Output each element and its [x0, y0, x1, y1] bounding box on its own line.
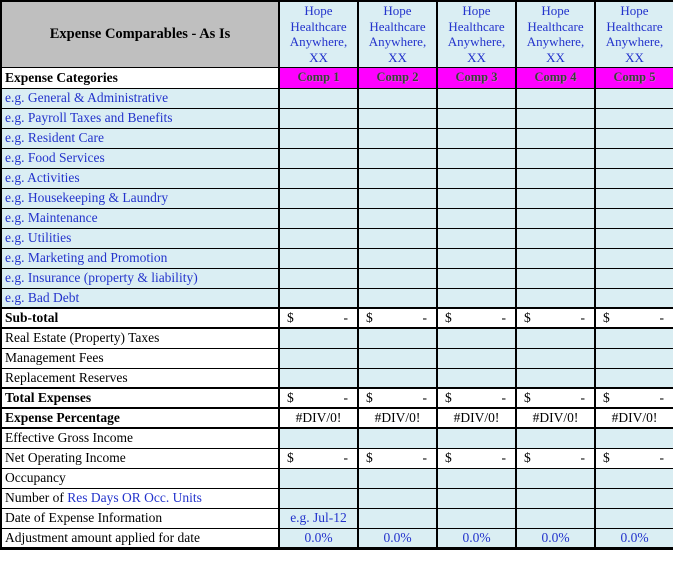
- row-label: Total Expenses: [1, 388, 279, 408]
- currency-symbol: $: [366, 450, 373, 465]
- accounting-dash: -: [422, 450, 427, 465]
- accounting-dash: -: [659, 310, 664, 325]
- data-cell[interactable]: [279, 388, 358, 408]
- data-cell[interactable]: [358, 108, 437, 128]
- row-label-part: Number of: [5, 490, 68, 505]
- data-cell[interactable]: [279, 88, 358, 108]
- row-label: e.g. Maintenance: [1, 208, 279, 228]
- currency-symbol: $: [287, 450, 294, 465]
- data-cell[interactable]: [437, 508, 516, 528]
- data-cell[interactable]: [279, 288, 358, 308]
- comp-header-cell: Comp 2: [358, 67, 437, 88]
- div0-error-cell[interactable]: #DIV/0!: [595, 408, 673, 428]
- currency-symbol: $: [524, 450, 531, 465]
- data-cell[interactable]: [595, 288, 673, 308]
- data-cell[interactable]: [358, 188, 437, 208]
- table-row: [1, 208, 673, 228]
- adjustment-percent-cell[interactable]: 0.0%: [437, 528, 516, 548]
- currency-symbol: $: [603, 310, 610, 325]
- data-cell[interactable]: [516, 248, 595, 268]
- data-cell[interactable]: [595, 208, 673, 228]
- accounting-dash: -: [659, 390, 664, 405]
- data-cell[interactable]: [437, 288, 516, 308]
- property-header-cell: Hope Healthcare Anywhere, XX: [516, 1, 595, 67]
- table-row: [1, 408, 673, 428]
- table-row: [1, 108, 673, 128]
- data-cell[interactable]: [437, 248, 516, 268]
- data-cell[interactable]: [595, 268, 673, 288]
- property-header-cell: Hope Healthcare Anywhere, XX: [595, 1, 673, 67]
- data-cell[interactable]: [437, 488, 516, 508]
- data-cell[interactable]: [595, 148, 673, 168]
- row-label: e.g. Bad Debt: [1, 288, 279, 308]
- property-header-cell: Hope Healthcare Anywhere, XX: [358, 1, 437, 67]
- data-cell[interactable]: [358, 308, 437, 328]
- row-label: Sub-total: [1, 308, 279, 328]
- accounting-dash: -: [422, 390, 427, 405]
- data-cell[interactable]: [595, 168, 673, 188]
- row-label: [1, 488, 279, 508]
- data-cell[interactable]: [437, 148, 516, 168]
- data-cell[interactable]: [516, 148, 595, 168]
- row-label: Expense Percentage: [1, 408, 279, 428]
- data-cell[interactable]: [437, 188, 516, 208]
- table-row: [1, 228, 673, 248]
- table-row: [1, 488, 673, 508]
- data-cell[interactable]: [595, 188, 673, 208]
- data-cell[interactable]: [516, 508, 595, 528]
- table-row: [1, 148, 673, 168]
- data-cell[interactable]: [437, 328, 516, 348]
- data-cell[interactable]: [437, 388, 516, 408]
- data-cell[interactable]: [516, 428, 595, 448]
- data-cell[interactable]: [358, 388, 437, 408]
- data-cell[interactable]: [437, 368, 516, 388]
- table-row: [1, 508, 673, 528]
- data-cell[interactable]: [437, 448, 516, 468]
- data-cell[interactable]: [358, 468, 437, 488]
- accounting-dash: -: [501, 450, 506, 465]
- data-cell[interactable]: [516, 188, 595, 208]
- row-label: e.g. Housekeeping & Laundry: [1, 188, 279, 208]
- row-label: Date of Expense Information: [1, 508, 279, 528]
- row-label: Real Estate (Property) Taxes: [1, 328, 279, 348]
- comp-header-cell: Comp 3: [437, 67, 516, 88]
- data-cell[interactable]: [595, 228, 673, 248]
- table-row: [1, 288, 673, 308]
- data-cell[interactable]: [516, 128, 595, 148]
- data-cell[interactable]: [437, 128, 516, 148]
- data-cell[interactable]: [595, 388, 673, 408]
- table-row: [1, 528, 673, 548]
- data-cell[interactable]: [358, 488, 437, 508]
- data-cell[interactable]: [516, 468, 595, 488]
- currency-symbol: $: [445, 310, 452, 325]
- table-row: [1, 428, 673, 448]
- div0-error-cell[interactable]: #DIV/0!: [358, 408, 437, 428]
- row-label: Effective Gross Income: [1, 428, 279, 448]
- table-row: [1, 388, 673, 408]
- data-cell[interactable]: [595, 448, 673, 468]
- table-row: [1, 168, 673, 188]
- comp-header-cell: Comp 5: [595, 67, 673, 88]
- row-label: e.g. Activities: [1, 168, 279, 188]
- accounting-dash: -: [343, 450, 348, 465]
- div0-error-cell[interactable]: #DIV/0!: [437, 408, 516, 428]
- data-cell[interactable]: [516, 88, 595, 108]
- adjustment-percent-cell[interactable]: 0.0%: [516, 528, 595, 548]
- data-cell[interactable]: [279, 148, 358, 168]
- table-row: [1, 308, 673, 328]
- div0-error-cell[interactable]: #DIV/0!: [516, 408, 595, 428]
- data-cell[interactable]: [516, 328, 595, 348]
- data-cell[interactable]: [516, 228, 595, 248]
- data-cell[interactable]: [358, 348, 437, 368]
- adjustment-percent-cell[interactable]: 0.0%: [358, 528, 437, 548]
- currency-symbol: $: [603, 450, 610, 465]
- data-cell[interactable]: [437, 428, 516, 448]
- currency-symbol: $: [287, 310, 294, 325]
- adjustment-percent-cell[interactable]: 0.0%: [595, 528, 673, 548]
- comp-header-cell: Comp 4: [516, 67, 595, 88]
- data-cell[interactable]: [279, 128, 358, 148]
- accounting-dash: -: [580, 310, 585, 325]
- table-title: Expense Comparables - As Is: [1, 1, 279, 67]
- data-cell[interactable]: [595, 468, 673, 488]
- data-cell[interactable]: [595, 368, 673, 388]
- table-row: [1, 348, 673, 368]
- data-cell[interactable]: [516, 368, 595, 388]
- data-cell[interactable]: [595, 308, 673, 328]
- table-row: [1, 268, 673, 288]
- data-cell[interactable]: [358, 228, 437, 248]
- data-cell[interactable]: [595, 348, 673, 368]
- div0-error-cell[interactable]: #DIV/0!: [279, 408, 358, 428]
- data-cell[interactable]: [279, 168, 358, 188]
- data-cell[interactable]: [279, 428, 358, 448]
- data-cell[interactable]: [358, 368, 437, 388]
- data-cell[interactable]: [516, 108, 595, 128]
- data-cell[interactable]: [516, 488, 595, 508]
- property-header-cell: Hope Healthcare Anywhere, XX: [279, 1, 358, 67]
- row-label: Replacement Reserves: [1, 368, 279, 388]
- data-cell[interactable]: [516, 308, 595, 328]
- currency-symbol: $: [445, 450, 452, 465]
- expense-categories-header: Expense Categories: [1, 67, 279, 88]
- adjustment-percent-cell[interactable]: 0.0%: [279, 528, 358, 548]
- data-cell[interactable]: [516, 388, 595, 408]
- row-label: e.g. Resident Care: [1, 128, 279, 148]
- currency-symbol: $: [366, 390, 373, 405]
- date-example-cell[interactable]: e.g. Jul-12: [279, 508, 358, 528]
- table-row: [1, 128, 673, 148]
- data-cell[interactable]: [358, 168, 437, 188]
- comp-header-cell: Comp 1: [279, 67, 358, 88]
- data-cell[interactable]: [358, 268, 437, 288]
- data-cell[interactable]: [279, 248, 358, 268]
- accounting-dash: -: [501, 310, 506, 325]
- data-cell[interactable]: [358, 288, 437, 308]
- data-cell[interactable]: [595, 428, 673, 448]
- property-header-cell: Hope Healthcare Anywhere, XX: [437, 1, 516, 67]
- data-cell[interactable]: [279, 108, 358, 128]
- data-cell[interactable]: [437, 268, 516, 288]
- accounting-dash: -: [501, 390, 506, 405]
- data-cell[interactable]: [437, 208, 516, 228]
- table-row: [1, 88, 673, 108]
- data-cell[interactable]: [279, 268, 358, 288]
- table-row: [1, 328, 673, 348]
- data-cell[interactable]: [279, 308, 358, 328]
- table-row: [1, 468, 673, 488]
- table-row: [1, 448, 673, 468]
- data-cell[interactable]: [595, 108, 673, 128]
- currency-symbol: $: [524, 310, 531, 325]
- data-cell[interactable]: [516, 268, 595, 288]
- data-cell[interactable]: [516, 448, 595, 468]
- row-label: e.g. Utilities: [1, 228, 279, 248]
- data-cell[interactable]: [437, 88, 516, 108]
- row-label: Management Fees: [1, 348, 279, 368]
- data-cell[interactable]: [358, 208, 437, 228]
- data-cell[interactable]: [516, 208, 595, 228]
- currency-symbol: $: [524, 390, 531, 405]
- accounting-dash: -: [422, 310, 427, 325]
- data-cell[interactable]: [279, 228, 358, 248]
- accounting-dash: -: [343, 390, 348, 405]
- row-label: e.g. Marketing and Promotion: [1, 248, 279, 268]
- row-label: Occupancy: [1, 468, 279, 488]
- data-cell[interactable]: [358, 128, 437, 148]
- table-row: [1, 248, 673, 268]
- row-label: e.g. Insurance (property & liability): [1, 268, 279, 288]
- data-cell[interactable]: [279, 448, 358, 468]
- data-cell[interactable]: [437, 348, 516, 368]
- currency-symbol: $: [287, 390, 294, 405]
- row-label: e.g. Food Services: [1, 148, 279, 168]
- row-label: e.g. General & Administrative: [1, 88, 279, 108]
- data-cell[interactable]: [437, 468, 516, 488]
- currency-symbol: $: [445, 390, 452, 405]
- data-cell[interactable]: [358, 88, 437, 108]
- data-cell[interactable]: [279, 208, 358, 228]
- row-label: Adjustment amount applied for date: [1, 528, 279, 548]
- table-row: [1, 188, 673, 208]
- data-cell[interactable]: [279, 188, 358, 208]
- row-label: Net Operating Income: [1, 448, 279, 468]
- accounting-dash: -: [580, 450, 585, 465]
- data-cell[interactable]: [279, 348, 358, 368]
- data-cell[interactable]: [437, 228, 516, 248]
- data-cell[interactable]: [595, 328, 673, 348]
- data-cell[interactable]: [595, 88, 673, 108]
- data-cell[interactable]: [358, 248, 437, 268]
- row-label-part: Res Days OR Occ. Units: [67, 490, 202, 505]
- data-cell[interactable]: [358, 148, 437, 168]
- row-label: e.g. Payroll Taxes and Benefits: [1, 108, 279, 128]
- data-cell[interactable]: [437, 308, 516, 328]
- data-cell[interactable]: [516, 168, 595, 188]
- data-cell[interactable]: [516, 288, 595, 308]
- data-cell[interactable]: [279, 328, 358, 348]
- data-cell[interactable]: [516, 348, 595, 368]
- data-cell[interactable]: [595, 248, 673, 268]
- data-cell[interactable]: [595, 488, 673, 508]
- data-cell[interactable]: [595, 508, 673, 528]
- currency-symbol: $: [603, 390, 610, 405]
- data-cell[interactable]: [358, 328, 437, 348]
- data-cell[interactable]: [595, 128, 673, 148]
- data-cell[interactable]: [279, 368, 358, 388]
- categories-row: [1, 67, 673, 88]
- data-cell[interactable]: [279, 468, 358, 488]
- header-row: [1, 1, 673, 67]
- data-cell[interactable]: [358, 428, 437, 448]
- accounting-dash: -: [343, 310, 348, 325]
- accounting-dash: -: [580, 390, 585, 405]
- accounting-dash: -: [659, 450, 664, 465]
- data-cell[interactable]: [358, 448, 437, 468]
- table-row: [1, 368, 673, 388]
- data-cell[interactable]: [437, 168, 516, 188]
- data-cell[interactable]: [437, 108, 516, 128]
- data-cell[interactable]: [358, 508, 437, 528]
- currency-symbol: $: [366, 310, 373, 325]
- data-cell[interactable]: [279, 488, 358, 508]
